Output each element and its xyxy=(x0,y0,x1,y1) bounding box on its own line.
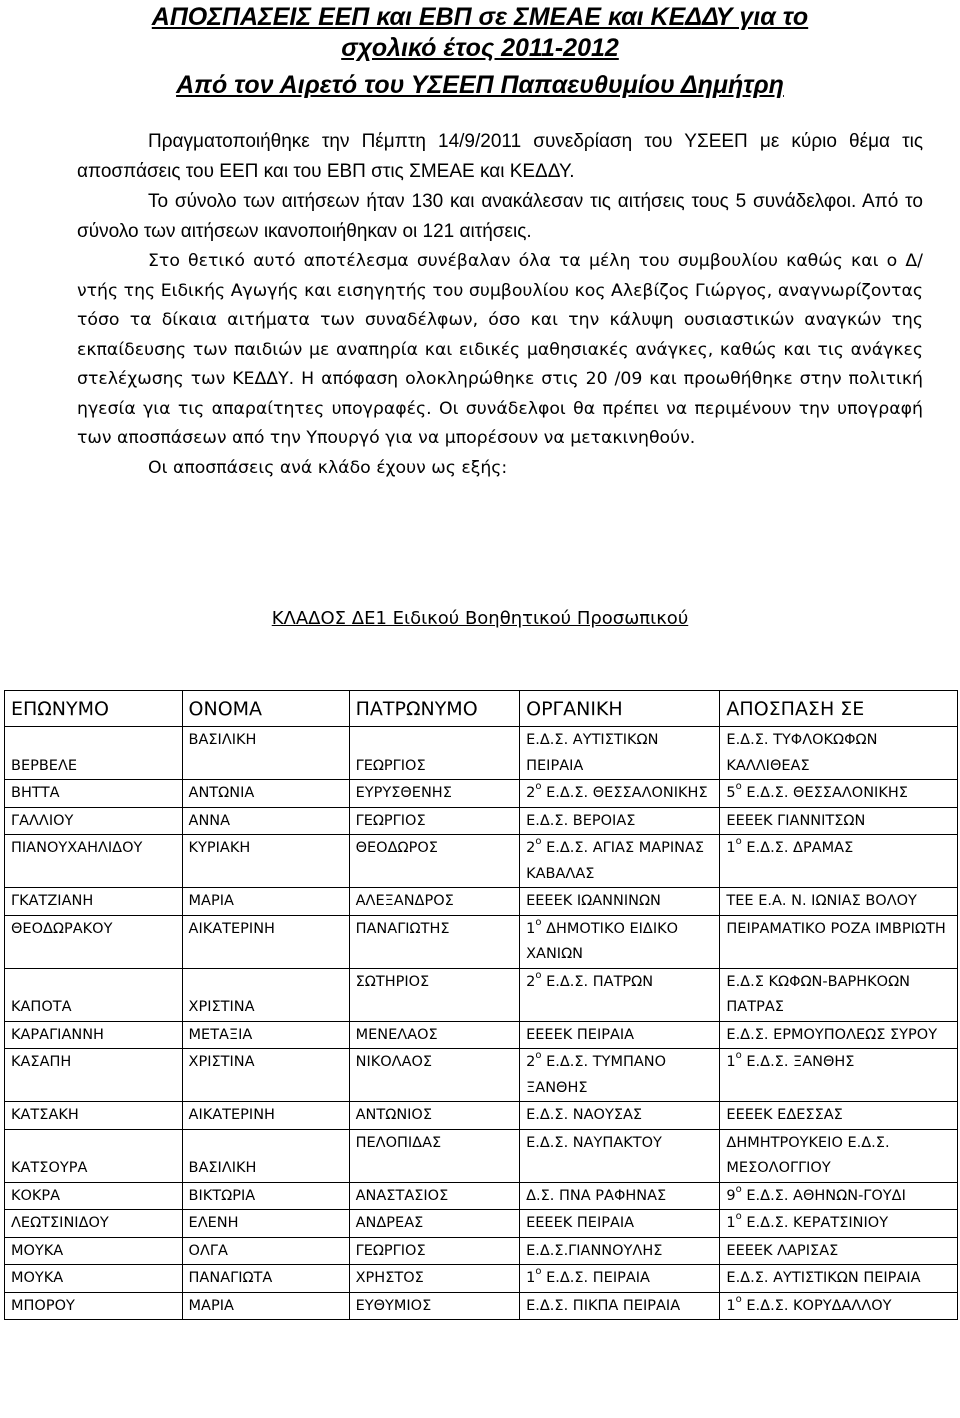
cell-organic: Ε.Δ.Σ.ΓΙΑΝΝΟΥΛΗΣ xyxy=(520,1237,720,1265)
header-placement: ΑΠΟΣΠΑΣΗ ΣΕ xyxy=(720,691,958,727)
cell-name: ΚΥΡΙΑΚΗ xyxy=(182,835,349,888)
cell-father-name: ΕΥΡΥΣΘΕΝΗΣ xyxy=(349,780,520,808)
cell-father-name: ΓΕΩΡΓΙΟΣ xyxy=(349,727,520,780)
cell-organic: ΕΕΕΕΚ ΙΩΑΝΝΙΝΩΝ xyxy=(520,888,720,916)
ordinal-suffix: ο xyxy=(735,1293,742,1305)
cell-organic: $2^o$ Ε.Δ.Σ. ΤΥΜΠΑΝΟ ΞΑΝΘΗΣ xyxy=(520,1049,720,1102)
cell-name: ΜΑΡΙΑ xyxy=(182,888,349,916)
ordinal-suffix: ο xyxy=(535,836,542,847)
cell-name: ΕΛΕΝΗ xyxy=(182,1210,349,1238)
cell-placement: ΕΕΕΕΚ ΕΔΕΣΣΑΣ xyxy=(720,1102,958,1130)
cell-surname: ΓΑΛΛΙΟΥ xyxy=(5,807,183,835)
body-paragraph-1: Στο θετικό αυτό αποτέλεσμα συνέβαλαν όλα τα μέλη του συμβουλίου καθώς και ο Δ/ντής της Ειδικής Αγωγής και εισηγητής του συμβουλίου κος Αλεβίζος Γιώργος, αναγνωρίζοντας τόσο τα δίκαια αιτήματα των συναδέλφων, όσο και την κάλυψη ουσιαστικών αναγκών της εκπαίδευσης των παιδιών με αναπηρία και ειδικές μαθησιακές ανάγκες, καθώς και τις ανάγκες στελέχωσης των ΚΕΔΔΥ. Η απόφαση ολοκληρώθηκε στις 20 /09 και προωθήθηκε στην πολιτική ηγεσία για τις απαραίτητες υπογραφές. Οι συνάδελφοι θα πρέπει να περιμένουν την υπογραφή των αποσπάσεων από την Υπουργό για να μπορέσουν να μετακινηθούν. xyxy=(77,251,923,448)
header-name: ΟΝΟΜΑ xyxy=(182,691,349,727)
cell-placement: ΕΕΕΕΚ ΓΙΑΝΝΙΤΣΩΝ xyxy=(720,807,958,835)
ordinal-suffix: ο xyxy=(735,1211,742,1222)
cell-name: ΑΝΤΩΝΙΑ xyxy=(182,780,349,808)
cell-organic: $1^o$ Ε.Δ.Σ. ΠΕΙΡΑΙΑ xyxy=(520,1265,720,1293)
cell-father-name: ΑΝΔΡΕΑΣ xyxy=(349,1210,520,1238)
placements-table xyxy=(4,690,958,1320)
cell-father-name: ΑΛΕΞΑΝΔΡΟΣ xyxy=(349,888,520,916)
document-title: ΑΠΟΣΠΑΣΕΙΣ ΕΕΠ και ΕΒΠ σε ΣΜΕΑΕ και ΚΕΔΔΥ για το xyxy=(151,3,809,31)
ordinal-suffix: ο xyxy=(735,1050,742,1061)
cell-placement: $1^o$ Ε.Δ.Σ. ΚΟΡΥΔΑΛΛΟΥ xyxy=(720,1292,958,1320)
cell-placement: ΤΕΕ Ε.Α. Ν. ΙΩΝΙΑΣ ΒΟΛΟΥ xyxy=(720,888,958,916)
intro-paragraph-1: Πραγματοποιήθηκε την Πέμπτη 14/9/2011 συνεδρίαση του ΥΣΕΕΠ με κύριο θέμα τις αποσπάσεις του ΕΕΠ και του ΕΒΠ στις ΣΜΕΑΕ και ΚΕΔΔΥ. xyxy=(77,131,923,182)
cell-father-name: ΧΡΗΣΤΟΣ xyxy=(349,1265,520,1293)
cell-surname: ΓΚΑΤΖΙΑΝΗ xyxy=(5,888,183,916)
cell-father-name: ΓΕΩΡΓΙΟΣ xyxy=(349,807,520,835)
cell-organic: ΕΕΕΕΚ ΠΕΙΡΑΙΑ xyxy=(520,1210,720,1238)
cell-placement: ΕΕΕΕΚ ΛΑΡΙΣΑΣ xyxy=(720,1237,958,1265)
table-row xyxy=(5,1182,958,1210)
cell-father-name: ΓΕΩΡΓΙΟΣ xyxy=(349,1237,520,1265)
intro-paragraph-2: Το σύνολο των αιτήσεων ήταν 130 και ανακάλεσαν τις αιτήσεις τους 5 συνάδελφοι. Από το σύνολο των αιτήσεων ικανοποιήθηκαν οι 121 αιτήσεις. xyxy=(77,191,923,242)
cell-father-name: ΑΝΑΣΤΑΣΙΟΣ xyxy=(349,1182,520,1210)
cell-name: ΟΛΓΑ xyxy=(182,1237,349,1265)
table-row xyxy=(5,780,958,808)
ordinal-suffix: ο xyxy=(535,1266,542,1277)
cell-father-name: ΜΕΝΕΛΑΟΣ xyxy=(349,1021,520,1049)
table-row xyxy=(5,1129,958,1182)
cell-father-name: ΕΥΘΥΜΙΟΣ xyxy=(349,1292,520,1320)
section-title: ΚΛΑΔΟΣ ΔΕ1 Ειδικού Βοηθητικού Προσωπικού xyxy=(271,608,689,629)
cell-organic: $2^o$ Ε.Δ.Σ. ΠΑΤΡΩΝ xyxy=(520,968,720,1021)
cell-organic: $2^o$ Ε.Δ.Σ. ΘΕΣΣΑΛΟΝΙΚΗΣ xyxy=(520,780,720,808)
intro-paragraphs xyxy=(77,127,923,247)
cell-surname: ΜΠΟΡΟΥ xyxy=(5,1292,183,1320)
ordinal-suffix: ο xyxy=(535,1050,542,1061)
cell-surname: ΜΟΥΚΑ xyxy=(5,1265,183,1293)
table-row xyxy=(5,915,958,968)
cell-surname: ΚΑΤΣΟΥΡΑ xyxy=(5,1129,183,1182)
body-paragraphs xyxy=(77,247,923,483)
table-row xyxy=(5,1021,958,1049)
cell-placement: ΠΕΙΡΑΜΑΤΙΚΟ ΡΟΖΑ ΙΜΒΡΙΩΤΗ xyxy=(720,915,958,968)
cell-surname: ΒΗΤΤΑ xyxy=(5,780,183,808)
ordinal-suffix: ο xyxy=(735,836,742,847)
cell-placement: $1^o$ Ε.Δ.Σ. ΚΕΡΑΤΣΙΝΙΟΥ xyxy=(720,1210,958,1238)
cell-placement: $9^o$ Ε.Δ.Σ. ΑΘΗΝΩΝ-ΓΟΥΔΙ xyxy=(720,1182,958,1210)
ordinal-suffix: ο xyxy=(535,969,542,981)
body-paragraph-2: Οι αποσπάσεις ανά κλάδο έχουν ως εξής: xyxy=(148,457,508,478)
cell-surname: ΠΙΑΝΟΥΧΑΗΛΙΔΟΥ xyxy=(5,835,183,888)
cell-name: ΒΙΚΤΩΡΙΑ xyxy=(182,1182,349,1210)
cell-father-name: ΣΩΤΗΡΙΟΣ xyxy=(349,968,520,1021)
document-author-line: Από τον Αιρετό του ΥΣΕΕΠ Παπαευθυμίου Δημήτρη xyxy=(176,71,784,99)
cell-father-name: ΠΑΝΑΓΙΩΤΗΣ xyxy=(349,915,520,968)
cell-placement: $1^o$ Ε.Δ.Σ. ΞΑΝΘΗΣ xyxy=(720,1049,958,1102)
table-row xyxy=(5,1049,958,1102)
cell-organic: Δ.Σ. ΠΝΑ ΡΑΦΗΝΑΣ xyxy=(520,1182,720,1210)
cell-name: ΠΑΝΑΓΙΩΤΑ xyxy=(182,1265,349,1293)
ordinal-suffix: ο xyxy=(735,1183,742,1195)
document-subtitle: σχολικό έτος 2011-2012 xyxy=(341,34,619,62)
table-row xyxy=(5,888,958,916)
table-header-row xyxy=(5,691,958,727)
cell-surname: ΜΟΥΚΑ xyxy=(5,1237,183,1265)
cell-placement: Ε.Δ.Σ ΚΩΦΩΝ-ΒΑΡΗΚΟΩΝ ΠΑΤΡΑΣ xyxy=(720,968,958,1021)
cell-placement: Ε.Δ.Σ. ΑΥΤΙΣΤΙΚΩΝ ΠΕΙΡΑΙΑ xyxy=(720,1265,958,1293)
header-organic-post: ΟΡΓΑΝΙΚΗ xyxy=(520,691,720,727)
cell-name: ΜΕΤΑΞΙΑ xyxy=(182,1021,349,1049)
cell-organic: Ε.Δ.Σ. ΝΑΥΠΑΚΤΟΥ xyxy=(520,1129,720,1182)
cell-father-name: ΑΝΤΩΝΙΟΣ xyxy=(349,1102,520,1130)
cell-surname: ΛΕΩΤΣΙΝΙΔΟΥ xyxy=(5,1210,183,1238)
cell-name: ΒΑΣΙΛΙΚΗ xyxy=(182,1129,349,1182)
table-row xyxy=(5,1292,958,1320)
cell-father-name: ΠΕΛΟΠΙΔΑΣ xyxy=(349,1129,520,1182)
table-row xyxy=(5,1265,958,1293)
table-row xyxy=(5,1210,958,1238)
cell-name: ΧΡΙΣΤΙΝΑ xyxy=(182,968,349,1021)
cell-organic: Ε.Δ.Σ. ΒΕΡΟΙΑΣ xyxy=(520,807,720,835)
cell-organic: Ε.Δ.Σ. ΑΥΤΙΣΤΙΚΩΝ ΠΕΙΡΑΙΑ xyxy=(520,727,720,780)
cell-father-name: ΝΙΚΟΛΑΟΣ xyxy=(349,1049,520,1102)
ordinal-suffix: ο xyxy=(735,781,742,792)
cell-name: ΒΑΣΙΛΙΚΗ xyxy=(182,727,349,780)
table-row xyxy=(5,727,958,780)
cell-organic: ΕΕΕΕΚ ΠΕΙΡΑΙΑ xyxy=(520,1021,720,1049)
cell-surname: ΚΑΡΑΓΙΑΝΝΗ xyxy=(5,1021,183,1049)
table-row xyxy=(5,968,958,1021)
cell-surname: ΘΕΟΔΩΡΑΚΟΥ xyxy=(5,915,183,968)
table-row xyxy=(5,1102,958,1130)
cell-name: ΑΙΚΑΤΕΡΙΝΗ xyxy=(182,1102,349,1130)
cell-surname: ΚΑΣΑΠΗ xyxy=(5,1049,183,1102)
cell-surname: ΚΑΠΟΤΑ xyxy=(5,968,183,1021)
cell-surname: ΚΑΤΣΑΚΗ xyxy=(5,1102,183,1130)
table-row xyxy=(5,835,958,888)
cell-surname: ΚΟΚΡΑ xyxy=(5,1182,183,1210)
cell-organic: Ε.Δ.Σ. ΝΑΟΥΣΑΣ xyxy=(520,1102,720,1130)
header-surname: ΕΠΩΝΥΜΟ xyxy=(5,691,183,727)
cell-surname: ΒΕΡΒΕΛΕ xyxy=(5,727,183,780)
table-row xyxy=(5,807,958,835)
cell-name: ΑΙΚΑΤΕΡΙΝΗ xyxy=(182,915,349,968)
cell-name: ΧΡΙΣΤΙΝΑ xyxy=(182,1049,349,1102)
cell-organic: $1^o$ ΔΗΜΟΤΙΚΟ ΕΙΔΙΚΟ ΧΑΝΙΩΝ xyxy=(520,915,720,968)
ordinal-suffix: ο xyxy=(535,916,542,928)
cell-name: ΑΝΝΑ xyxy=(182,807,349,835)
cell-placement: ΔΗΜΗΤΡΟΥΚΕΙΟ Ε.Δ.Σ. ΜΕΣΟΛΟΓΓΙΟΥ xyxy=(720,1129,958,1182)
table-row xyxy=(5,1237,958,1265)
header-father-name: ΠΑΤΡΩΝΥΜΟ xyxy=(349,691,520,727)
cell-placement: Ε.Δ.Σ. ΤΥΦΛΟΚΩΦΩΝ ΚΑΛΛΙΘΕΑΣ xyxy=(720,727,958,780)
cell-name: ΜΑΡΙΑ xyxy=(182,1292,349,1320)
ordinal-suffix: ο xyxy=(535,781,542,792)
cell-placement: $5^o$ Ε.Δ.Σ. ΘΕΣΣΑΛΟΝΙΚΗΣ xyxy=(720,780,958,808)
cell-placement: Ε.Δ.Σ. ΕΡΜΟΥΠΟΛΕΩΣ ΣΥΡΟΥ xyxy=(720,1021,958,1049)
cell-placement: $1^o$ Ε.Δ.Σ. ΔΡΑΜΑΣ xyxy=(720,835,958,888)
cell-organic: Ε.Δ.Σ. ΠΙΚΠΑ ΠΕΙΡΑΙΑ xyxy=(520,1292,720,1320)
cell-father-name: ΘΕΟΔΩΡΟΣ xyxy=(349,835,520,888)
cell-organic: $2^o$ Ε.Δ.Σ. ΑΓΙΑΣ ΜΑΡΙΝΑΣ ΚΑΒΑΛΑΣ xyxy=(520,835,720,888)
